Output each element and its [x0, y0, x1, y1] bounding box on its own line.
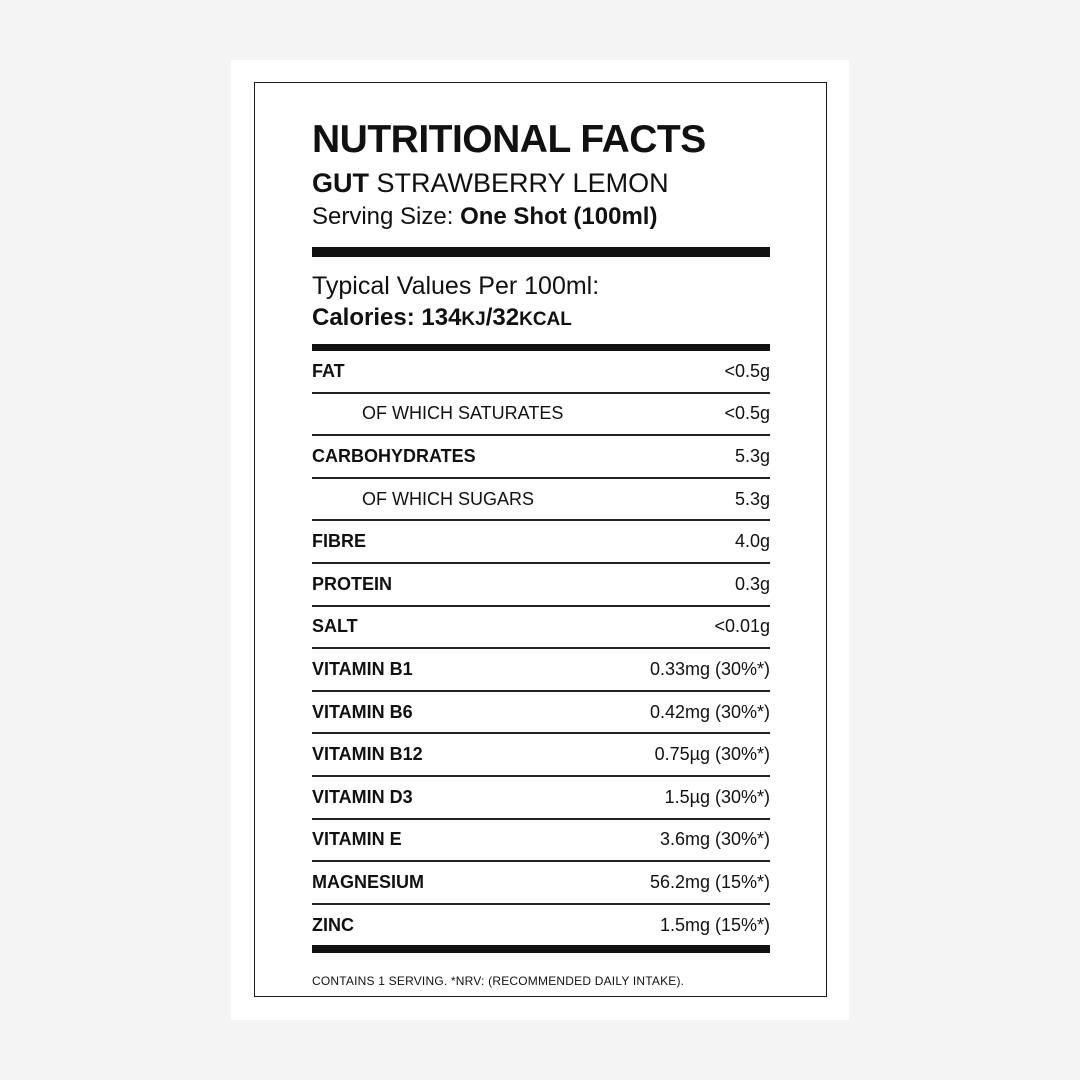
- label-title: NUTRITIONAL FACTS: [312, 118, 706, 161]
- divider-medium: [312, 344, 770, 351]
- nutrient-row: [312, 479, 770, 522]
- nutrient-name: OF WHICH SATURATES: [362, 403, 564, 424]
- nutrient-amount: 1.5µg (30%*): [664, 786, 770, 807]
- nutrient-amount: 0.75µg (30%*): [654, 744, 770, 765]
- nutrient-name: VITAMIN B1: [312, 658, 413, 679]
- nutrition-label: [312, 118, 770, 988]
- nutrient-name: PROTEIN: [312, 573, 393, 594]
- nutrient-row: [312, 436, 770, 479]
- nutrient-row: [312, 351, 770, 394]
- divider-bottom: [312, 945, 770, 953]
- serving-value: One Shot (100ml): [460, 203, 658, 230]
- nutrient-amount: 4.0g: [734, 531, 770, 552]
- nutrient-name: FAT: [312, 360, 345, 381]
- calories: [312, 302, 770, 336]
- nutrient-table: [312, 351, 770, 945]
- nutrient-row: [312, 862, 770, 905]
- nutrient-row: [312, 905, 770, 946]
- nutrient-row: [312, 607, 770, 650]
- nutrient-amount: 3.6mg (30%*): [659, 829, 770, 850]
- calories-label: Calories:: [312, 304, 422, 331]
- nutrient-row: [312, 564, 770, 607]
- nutrient-amount: 1.5mg (15%*): [659, 914, 770, 935]
- nutrient-amount: 56.2mg (15%*): [649, 871, 770, 892]
- serving-label: Serving Size:: [312, 203, 454, 230]
- nutrient-amount: <0.5g: [724, 403, 770, 424]
- nutrient-name: VITAMIN E: [312, 829, 402, 850]
- nutrient-row: [312, 692, 770, 735]
- nutrient-row: [312, 394, 770, 437]
- nutrient-row: [312, 734, 770, 777]
- calories-kj: 134: [421, 304, 462, 331]
- typical-values: Typical Values Per 100ml:: [312, 272, 600, 300]
- nutrient-name: SALT: [312, 616, 358, 637]
- divider-thick: [312, 247, 770, 257]
- nutrient-amount: <0.01g: [714, 616, 770, 637]
- nutrient-row: [312, 777, 770, 820]
- nutrient-row: [312, 820, 770, 863]
- nutrient-name: ZINC: [312, 914, 354, 935]
- nutrient-name: CARBOHYDRATES: [312, 445, 476, 466]
- nutrient-name: MAGNESIUM: [312, 871, 424, 892]
- nutrient-amount: 0.3g: [734, 573, 770, 594]
- flavour-name: STRAWBERRY LEMON: [376, 168, 669, 198]
- nutrient-name: VITAMIN B12: [312, 744, 423, 765]
- calories-kcal: 32: [492, 304, 520, 331]
- nutrient-amount: 5.3g: [734, 488, 770, 509]
- nutrient-amount: 5.3g: [734, 445, 770, 466]
- nutrient-name: FIBRE: [312, 531, 366, 552]
- brand-name: GUT: [312, 168, 369, 198]
- nutrient-name: VITAMIN D3: [312, 786, 413, 807]
- nutrient-amount: <0.5g: [724, 360, 770, 381]
- nutrient-name: VITAMIN B6: [312, 701, 413, 722]
- serving-size: [312, 201, 770, 233]
- calories-separator: /: [485, 304, 493, 331]
- product-name: [312, 167, 770, 199]
- nutrient-row: [312, 649, 770, 692]
- nutrient-row: [312, 521, 770, 564]
- nutrient-amount: 0.42mg (30%*): [649, 701, 770, 722]
- nutrient-amount: 0.33mg (30%*): [649, 658, 770, 679]
- calories-kcal-unit: KCAL: [519, 309, 572, 330]
- footnote: CONTAINS 1 SERVING. *NRV: (RECOMMENDED DAILY INTAKE).: [312, 974, 685, 989]
- nutrient-name: OF WHICH SUGARS: [362, 488, 535, 509]
- calories-kj-unit: KJ: [461, 309, 486, 330]
